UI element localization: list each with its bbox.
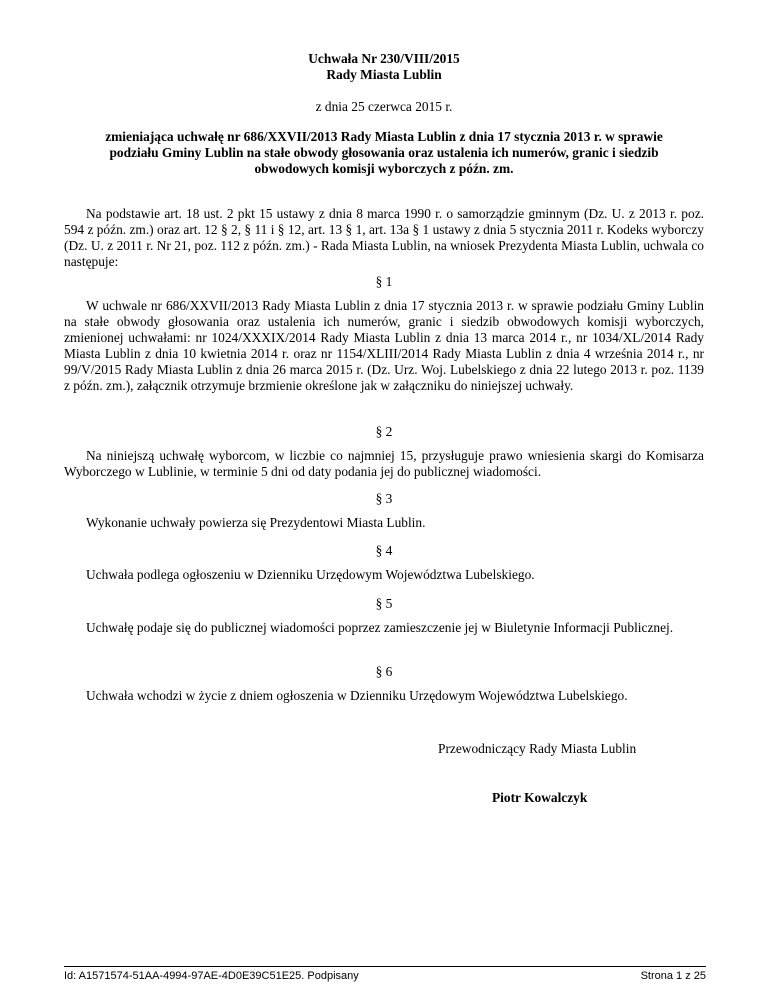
section-4-label: § 4	[375, 543, 393, 558]
footer-divider	[64, 966, 706, 967]
section-4-text: Uchwała podlega ogłoszeniu w Dzienniku Urzędowym Województwa Lubelskiego.	[86, 567, 535, 582]
section-6-label: § 6	[375, 664, 393, 679]
page-number: Strona 1 z 25	[640, 970, 706, 982]
signatory-name: Piotr Kowalczyk	[492, 790, 588, 805]
document-id: Id: A1571574-51AA-4994-97AE-4D0E39C51E25. Podpisany	[64, 970, 359, 982]
section-1-label: § 1	[375, 274, 393, 289]
resolution-title	[0, 51, 768, 83]
resolution-number: Uchwała Nr 230/VIII/2015	[308, 51, 460, 66]
section-3-label: § 3	[375, 491, 393, 506]
section-5-label: § 5	[375, 596, 393, 611]
section-2-label: § 2	[375, 424, 393, 439]
section-6-text: Uchwała wchodzi w życie z dniem ogłoszenia w Dzienniku Urzędowym Województwa Lubelskiego.	[86, 688, 628, 703]
section-2-text: Na niniejszą uchwałę wyborcom, w liczbie co najmniej 15, przysługuje prawo wniesienia skargi do Komisarza Wyborczego w Lublinie, w terminie 5 dni od daty podania jej do publicznej wiadomości.	[64, 448, 704, 479]
council-name: Rady Miasta Lublin	[326, 67, 442, 82]
signatory-role: Przewodniczący Rady Miasta Lublin	[438, 741, 637, 756]
resolution-subject: zmieniająca uchwałę nr 686/XXVII/2013 Rady Miasta Lublin z dnia 17 stycznia 2013 r. w sprawie podziału Gminy Lublin na stałe obwody głosowania oraz ustalenia ich numerów, granic i siedzib obwodowych komisji wyborczych z późn. zm.	[105, 129, 663, 176]
section-3-text: Wykonanie uchwały powierza się Prezydentowi Miasta Lublin.	[86, 515, 426, 530]
section-1-text: W uchwale nr 686/XXVII/2013 Rady Miasta Lublin z dnia 17 stycznia 2013 r. w sprawie podziału Gminy Lublin na stałe obwody głosowania oraz ustalenia ich numerów, granic i siedzib obwodowych komisji wyborczych, zmienionej uchwałami: nr 1024/XXXIX/2014 Rady Miasta Lublin z dnia 13 marca 2014 r., nr 1034/XL/2014 Rady Miasta Lublin z dnia 10 kwietnia 2014 r. oraz nr 1154/XLIII/2014 Rady Miasta Lublin z dnia 4 września 2014 r., nr 99/V/2015 Rady Miasta Lublin z dnia 26 marca 2015 r. (Dz. Urz. Woj. Lubelskiego z dnia 22 lutego 2013 r. poz. 1139 z późn. zm.), załącznik otrzymuje brzmienie określone jak w załączniku do niniejszej uchwały.	[64, 298, 704, 393]
resolution-date: z dnia 25 czerwca 2015 r.	[315, 99, 453, 114]
preamble: Na podstawie art. 18 ust. 2 pkt 15 ustawy z dnia 8 marca 1990 r. o samorządzie gminnym (Dz. U. z 2013 r. poz. 594 z późn. zm.) oraz art. 12 § 2, § 11 i § 12, art. 13 § 1, art. 13a § 1 ustawy z dnia 5 stycznia 2011 r. Kodeks wyborczy (Dz. U. z 2011 r. Nr 21, poz. 112 z późn. zm.) - Rada Miasta Lublin, na wniosek Prezydenta Miasta Lublin, uchwala co następuje:	[64, 206, 704, 269]
section-5-text: Uchwałę podaje się do publicznej wiadomości poprzez zamieszczenie jej w Biuletynie Informacji Publicznej.	[86, 620, 674, 635]
